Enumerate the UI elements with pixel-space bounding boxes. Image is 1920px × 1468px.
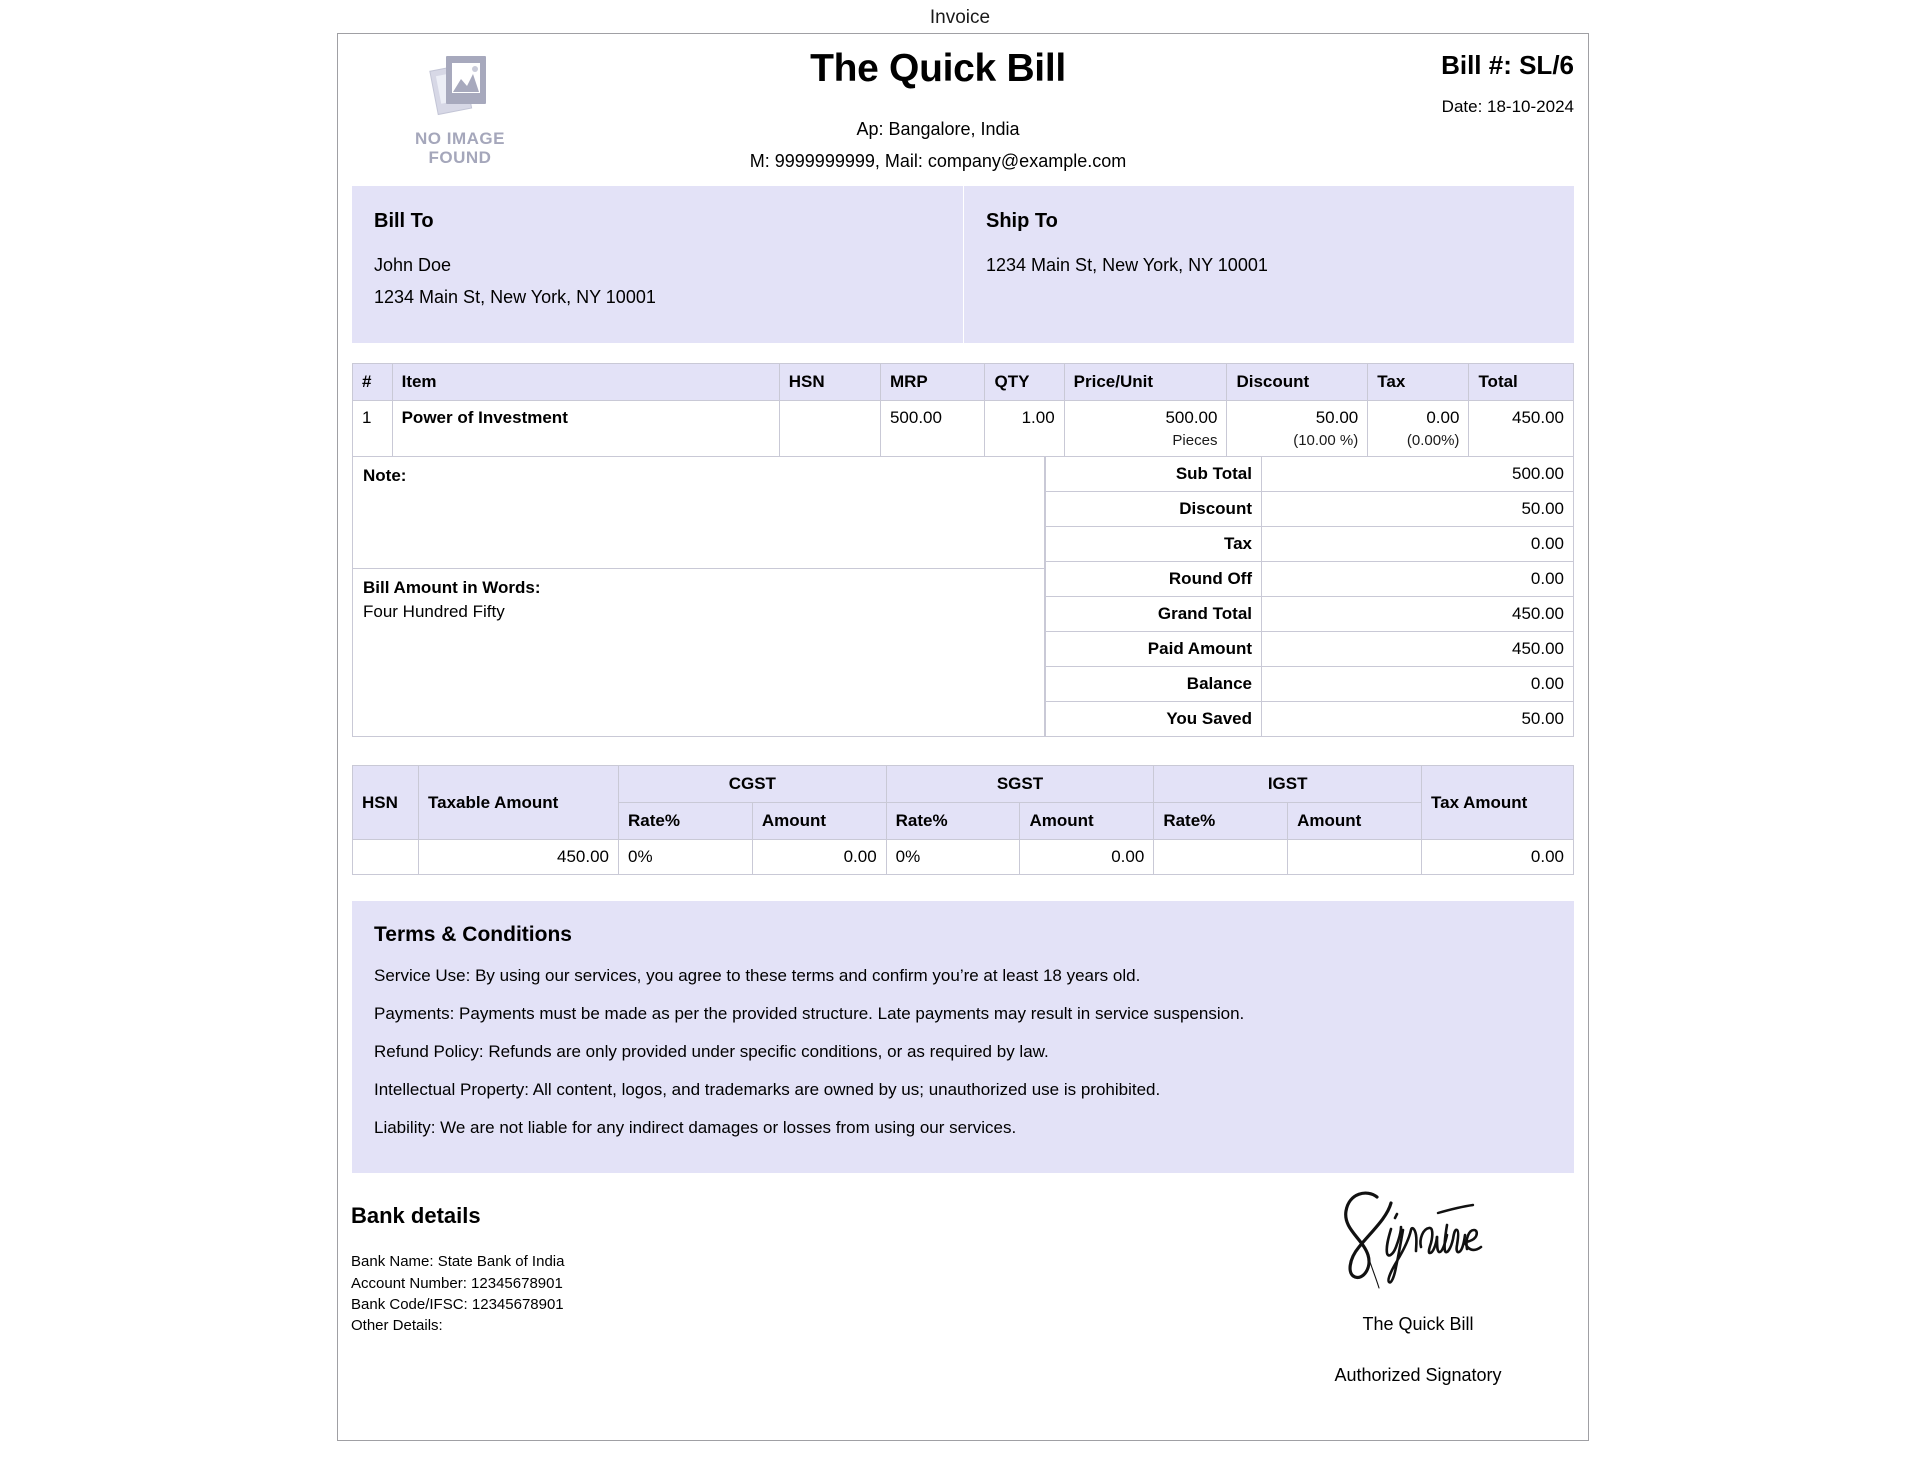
col-qty: QTY xyxy=(985,364,1064,401)
gst-col-hsn: HSN xyxy=(353,766,419,840)
cell-discount-percent: (10.00 %) xyxy=(1293,432,1359,449)
gst-col-tax-amount: Tax Amount xyxy=(1422,766,1574,840)
cell-total: 450.00 xyxy=(1469,401,1574,457)
items-table-header-row xyxy=(353,364,1574,401)
gst-cell-cgst-amount: 0.00 xyxy=(752,840,886,875)
table-row xyxy=(353,401,1574,457)
bank-account-number: Account Number: 12345678901 xyxy=(351,1274,563,1292)
gst-header-row-1 xyxy=(353,766,1574,803)
value-balance: 0.00 xyxy=(1262,667,1574,702)
col-discount: Discount xyxy=(1227,364,1368,401)
cell-tax xyxy=(1368,401,1469,457)
label-round-off: Round Off xyxy=(1046,562,1262,597)
bank-details xyxy=(351,1203,564,1336)
value-grand-total: 450.00 xyxy=(1262,597,1574,632)
gst-cell-sgst-amount: 0.00 xyxy=(1020,840,1154,875)
gst-col-taxable-amount: Taxable Amount xyxy=(419,766,619,840)
signature-image xyxy=(1248,1185,1588,1300)
cell-price-unit-value: 500.00 xyxy=(1165,408,1218,427)
col-tax: Tax xyxy=(1368,364,1469,401)
bill-to-block xyxy=(352,186,963,343)
invoice-header xyxy=(338,34,1588,186)
col-mrp: MRP xyxy=(880,364,985,401)
bank-ifsc-code: Bank Code/IFSC: 12345678901 xyxy=(351,1296,564,1314)
ship-to-block xyxy=(963,186,1574,343)
no-image-found-icon xyxy=(385,52,535,123)
totals-table xyxy=(1045,457,1574,737)
cell-price-unit xyxy=(1064,401,1227,457)
bill-to-name: John Doe xyxy=(374,255,452,275)
gst-col-igst-rate: Rate% xyxy=(1154,803,1288,840)
no-image-found-caption xyxy=(385,129,535,167)
terms-title: Terms & Conditions xyxy=(374,923,572,946)
gst-cell-taxable-amount: 450.00 xyxy=(419,840,619,875)
ship-to-address: 1234 Main St, New York, NY 10001 xyxy=(986,255,1268,275)
company-name: The Quick Bill xyxy=(810,47,1066,90)
gst-cell-hsn xyxy=(353,840,419,875)
company-contact: M: 9999999999, Mail: company@example.com xyxy=(749,151,1127,172)
terms-line-liability: Liability: We are not liable for any indirect damages or losses from using our services. xyxy=(374,1118,1017,1138)
cell-discount xyxy=(1227,401,1368,457)
signature-block xyxy=(1248,1185,1588,1386)
terms-and-conditions xyxy=(352,901,1574,1173)
bill-date: Date: 18-10-2024 xyxy=(1441,97,1574,117)
bill-to-address: 1234 Main St, New York, NY 10001 xyxy=(374,286,656,307)
ship-to-title: Ship To xyxy=(986,210,1058,232)
label-discount: Discount xyxy=(1046,492,1262,527)
items-table-wrap xyxy=(352,363,1574,457)
value-sub-total: 500.00 xyxy=(1262,457,1574,492)
gst-table xyxy=(352,765,1574,875)
cell-tax-value: 0.00 xyxy=(1426,408,1460,427)
value-tax: 0.00 xyxy=(1262,527,1574,562)
gst-col-igst: IGST xyxy=(1154,766,1422,803)
totals-row-discount xyxy=(1046,492,1574,527)
no-image-found-line2: FOUND xyxy=(428,148,492,168)
amount-in-words-value: Four Hundred Fifty xyxy=(363,602,505,621)
totals-row-you-saved xyxy=(1046,702,1574,737)
bank-name: Bank Name: State Bank of India xyxy=(351,1253,565,1271)
company-info xyxy=(538,48,1338,173)
cell-tax-percent: (0.00%) xyxy=(1406,432,1460,449)
note-and-totals xyxy=(352,457,1574,737)
cell-hsn xyxy=(779,401,880,457)
value-you-saved: 50.00 xyxy=(1262,702,1574,737)
totals-row-balance xyxy=(1046,667,1574,702)
gst-table-row xyxy=(353,840,1574,875)
gst-col-sgst-rate: Rate% xyxy=(886,803,1020,840)
col-price-unit: Price/Unit xyxy=(1064,364,1227,401)
gst-cell-sgst-rate: 0% xyxy=(886,840,1020,875)
totals-row-tax xyxy=(1046,527,1574,562)
gst-cell-igst-rate xyxy=(1154,840,1288,875)
value-paid-amount: 450.00 xyxy=(1262,632,1574,667)
gst-col-sgst-amount: Amount xyxy=(1020,803,1154,840)
authorized-signatory-label: Authorized Signatory xyxy=(1334,1365,1502,1386)
label-grand-total: Grand Total xyxy=(1046,597,1262,632)
col-item: Item xyxy=(392,364,779,401)
cell-num: 1 xyxy=(353,401,393,457)
gst-col-igst-amount: Amount xyxy=(1288,803,1422,840)
bill-to-title: Bill To xyxy=(374,210,434,232)
no-image-found-line1: NO IMAGE xyxy=(415,129,505,148)
gst-col-sgst: SGST xyxy=(886,766,1154,803)
label-you-saved: You Saved xyxy=(1046,702,1262,737)
cell-discount-value: 50.00 xyxy=(1315,408,1359,427)
bank-details-title: Bank details xyxy=(351,1203,481,1229)
invoice-sheet xyxy=(337,33,1589,1441)
items-table xyxy=(352,363,1574,457)
company-logo-placeholder xyxy=(385,52,535,167)
address-section xyxy=(352,186,1574,343)
cell-mrp: 500.00 xyxy=(880,401,985,457)
amount-in-words-block xyxy=(353,569,1044,736)
signature-company-name: The Quick Bill xyxy=(1362,1314,1474,1335)
cell-item: Power of Investment xyxy=(392,401,779,457)
gst-col-cgst-rate: Rate% xyxy=(619,803,753,840)
company-address: Ap: Bangalore, India xyxy=(856,118,1020,139)
gst-cell-cgst-rate: 0% xyxy=(619,840,753,875)
note-block xyxy=(353,457,1044,569)
note-words-panel xyxy=(352,457,1045,737)
totals-row-sub-total xyxy=(1046,457,1574,492)
label-paid-amount: Paid Amount xyxy=(1046,632,1262,667)
cell-price-unit-uom: Pieces xyxy=(1172,432,1218,449)
totals-panel xyxy=(1045,457,1574,737)
gst-cell-tax-amount: 0.00 xyxy=(1422,840,1574,875)
terms-line-intellectual-property: Intellectual Property: All content, logos, and trademarks are owned by us; unauthorized use is prohibited. xyxy=(374,1080,1161,1100)
terms-line-payments: Payments: Payments must be made as per the provided structure. Late payments may result in service suspension. xyxy=(374,1004,1245,1024)
bill-number: Bill #: SL/6 xyxy=(1441,50,1574,80)
totals-row-grand-total xyxy=(1046,597,1574,632)
gst-table-wrap xyxy=(352,765,1574,875)
col-hsn: HSN xyxy=(779,364,880,401)
cell-qty: 1.00 xyxy=(985,401,1064,457)
document-title: Invoice xyxy=(929,7,991,28)
bill-meta xyxy=(1441,50,1574,117)
invoice-footer xyxy=(338,1203,1588,1468)
label-sub-total: Sub Total xyxy=(1046,457,1262,492)
label-tax: Tax xyxy=(1046,527,1262,562)
gst-cell-igst-amount xyxy=(1288,840,1422,875)
col-total: Total xyxy=(1469,364,1574,401)
bank-other-details: Other Details: xyxy=(351,1317,443,1335)
terms-line-service-use: Service Use: By using our services, you agree to these terms and confirm you’re at least 18 years old. xyxy=(374,966,1141,985)
note-label: Note: xyxy=(363,466,407,485)
gst-col-cgst-amount: Amount xyxy=(752,803,886,840)
totals-row-paid-amount xyxy=(1046,632,1574,667)
terms-line-refund-policy: Refund Policy: Refunds are only provided under specific conditions, or as required by law. xyxy=(374,1042,1049,1062)
value-discount: 50.00 xyxy=(1262,492,1574,527)
label-balance: Balance xyxy=(1046,667,1262,702)
totals-row-round-off xyxy=(1046,562,1574,597)
amount-in-words-label: Bill Amount in Words: xyxy=(363,578,541,597)
gst-col-cgst: CGST xyxy=(619,766,887,803)
col-num: # xyxy=(353,364,393,401)
value-round-off: 0.00 xyxy=(1262,562,1574,597)
